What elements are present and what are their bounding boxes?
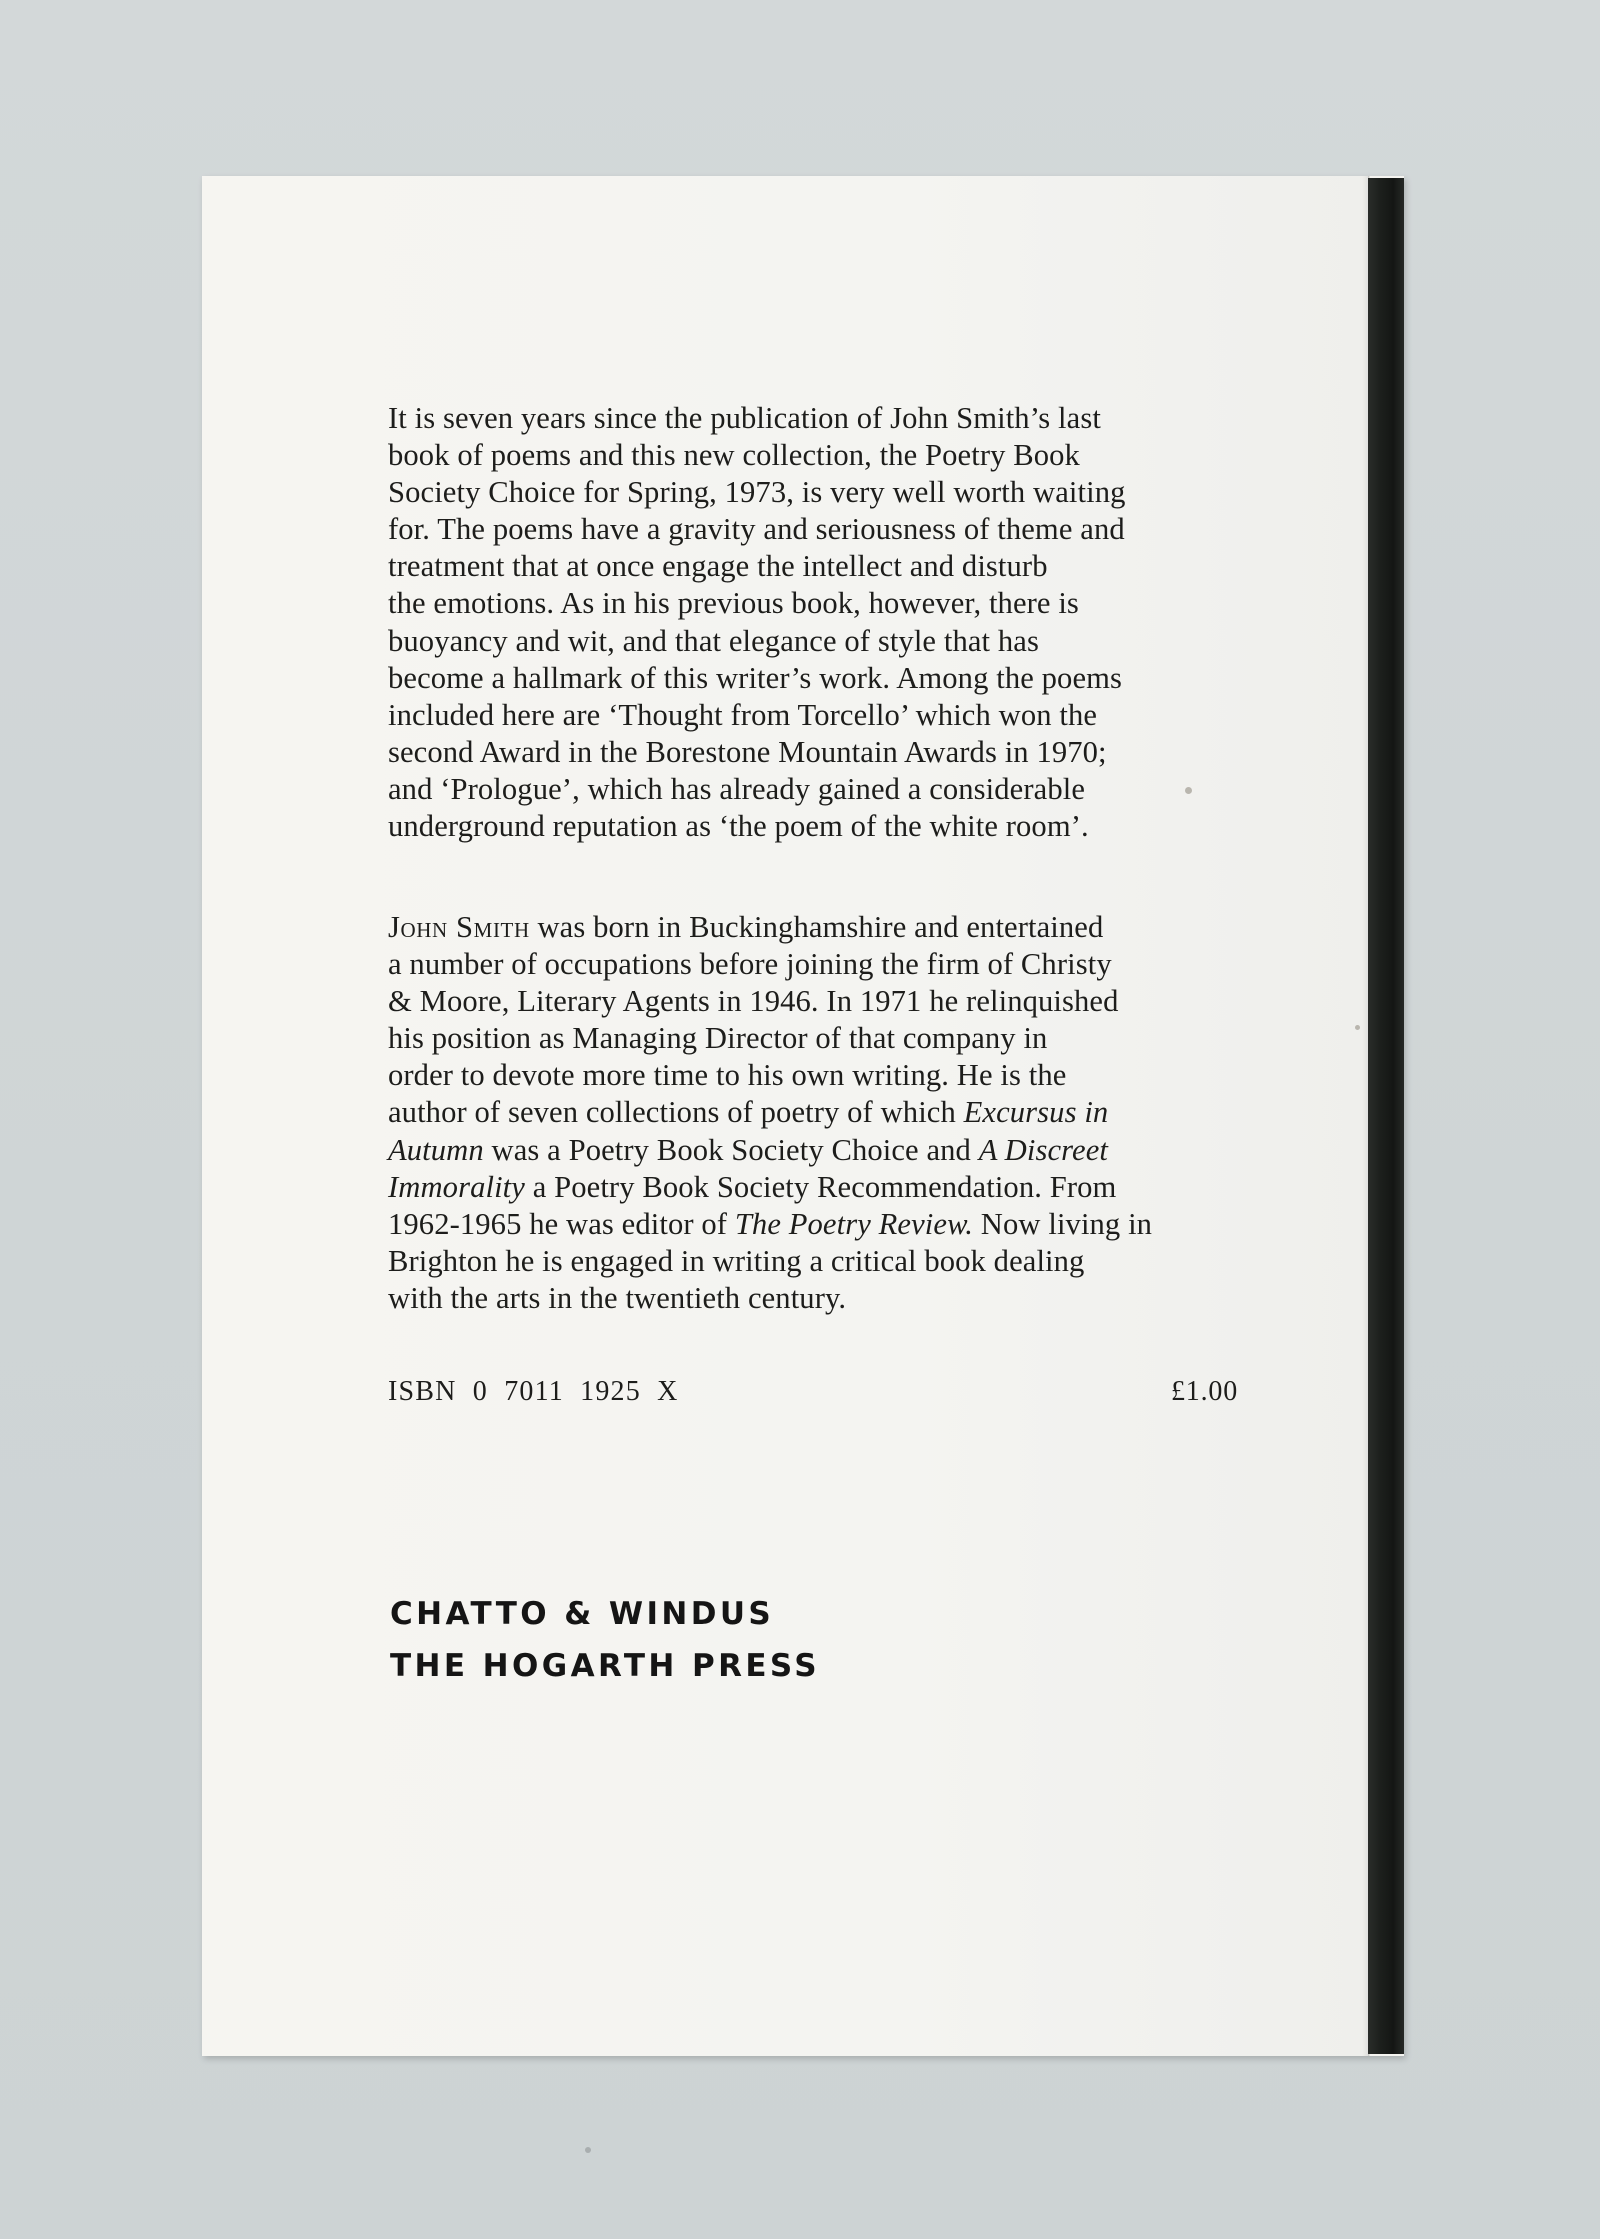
blurb-line: underground reputation as ‘the poem of the white room’. <box>388 809 1089 844</box>
blurb-paragraph <box>388 400 1238 845</box>
bio-text: 1962-1965 he was editor of <box>388 1206 735 1241</box>
isbn: ISBN 0 7011 1925 X <box>388 1376 679 1407</box>
blurb-line: It is seven years since the publication of John Smith’s last <box>388 401 1101 435</box>
bio-text: was born in Buckinghamshire and entertained <box>529 910 1104 944</box>
bio-text: was a Poetry Book Society Choice and <box>483 1132 979 1167</box>
bio-line: his position as Managing Director of that company in <box>388 1021 1048 1056</box>
book-spine <box>1368 178 1404 2054</box>
blurb-line: and ‘Prologue’, which has already gained a considerable <box>388 771 1085 806</box>
blurb-line: buoyancy and wit, and that elegance of style that has <box>388 623 1039 658</box>
blurb-line: become a hallmark of this writer’s work. Among the poems <box>388 660 1123 695</box>
isbn-price-row <box>388 1376 1238 1416</box>
price: £1.00 <box>1171 1376 1238 1407</box>
book-title-discreet: A Discreet <box>978 1132 1108 1167</box>
author-bio-paragraph <box>388 909 1238 1317</box>
bio-line <box>388 1169 1238 1206</box>
bio-line <box>388 1132 1238 1169</box>
bio-line: Brighton he is engaged in writing a critical book dealing <box>388 1243 1085 1278</box>
bio-line <box>388 1094 1238 1131</box>
bio-line: & Moore, Literary Agents in 1946. In 1971 he relinquished <box>388 984 1119 1019</box>
background-speck <box>585 2147 591 2153</box>
book-title-discreet: Immorality <box>388 1169 525 1204</box>
author-name: John Smith <box>388 910 530 944</box>
blurb-line: second Award in the Borestone Mountain Awards in 1970; <box>388 734 1107 769</box>
bio-text: a Poetry Book Society Recommendation. From <box>524 1169 1117 1204</box>
publisher-line: THE HOGARTH PRESS <box>390 1648 820 1684</box>
journal-title: The Poetry Review. <box>734 1206 974 1241</box>
paper-speck <box>1185 787 1192 794</box>
publisher-imprint <box>390 1588 820 1692</box>
bio-line: with the arts in the twentieth century. <box>388 1280 847 1315</box>
blurb-line: book of poems and this new collection, the Poetry Book <box>388 438 1080 473</box>
book-back-cover <box>202 176 1404 2056</box>
bio-text: Now living in <box>973 1206 1153 1241</box>
blurb-line: the emotions. As in his previous book, however, there is <box>388 586 1079 621</box>
bio-line <box>388 1206 1238 1243</box>
book-title-excursus: Excursus in <box>963 1095 1109 1130</box>
blurb-line: Society Choice for Spring, 1973, is very well worth waiting <box>388 475 1126 510</box>
bio-text: author of seven collections of poetry of which <box>388 1095 964 1130</box>
blurb-line: for. The poems have a gravity and seriousness of theme and <box>388 512 1125 547</box>
bio-line: a number of occupations before joining the firm of Christy <box>388 947 1112 982</box>
publisher-line: CHATTO & WINDUS <box>390 1596 775 1632</box>
bio-line <box>388 909 1238 946</box>
blurb-line: included here are ‘Thought from Torcello’ which won the <box>388 697 1098 732</box>
paper-speck <box>1355 1025 1360 1030</box>
book-title-excursus: Autumn <box>388 1132 484 1167</box>
blurb-line: treatment that at once engage the intellect and disturb <box>388 549 1048 584</box>
bio-line: order to devote more time to his own writing. He is the <box>388 1058 1067 1093</box>
cover-page <box>202 176 1369 2056</box>
